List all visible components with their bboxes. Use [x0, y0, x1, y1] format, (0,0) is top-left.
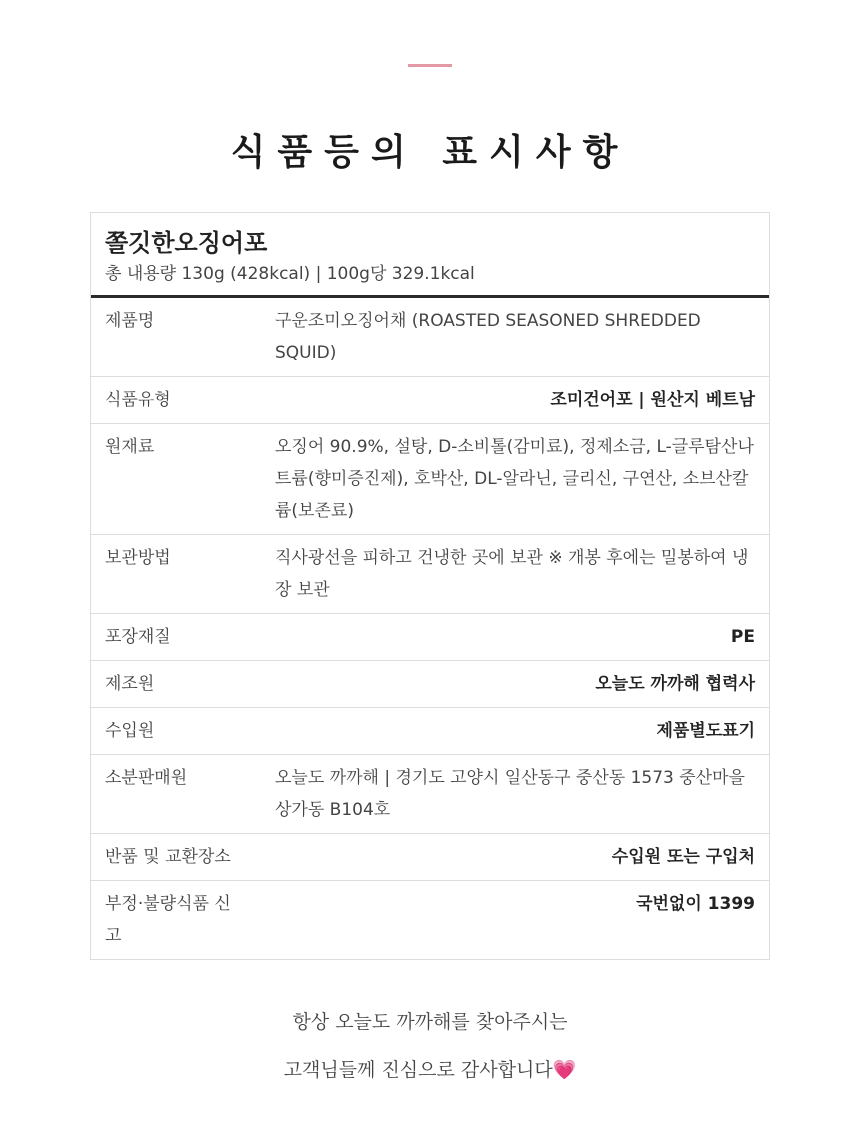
- row-value: 국번없이 1399: [636, 894, 755, 914]
- thank-you-line-1: 항상 오늘도 까까해를 찾아주시는: [292, 1011, 568, 1033]
- row-value: 조미건어포 | 원산지 베트남: [550, 390, 755, 410]
- table-row: [91, 424, 769, 535]
- table-row: [91, 377, 769, 424]
- product-header: [91, 213, 769, 298]
- row-key: 수입원: [105, 721, 155, 741]
- row-key: 부정·불량식품 신고: [105, 894, 231, 946]
- heart-icon: 💗: [552, 1059, 577, 1081]
- row-key: 원재료: [105, 437, 155, 457]
- row-value: PE: [730, 627, 755, 647]
- table-row: [91, 298, 769, 377]
- product-subtitle: 총 내용량 130g (428kcal) | 100g당 329.1kcal: [105, 264, 475, 284]
- row-value: 오늘도 까까해 | 경기도 고양시 일산동구 중산동 1573 중산마을 상가동 B104호: [275, 768, 745, 820]
- row-key: 보관방법: [105, 548, 171, 568]
- table-row: [91, 661, 769, 708]
- table-row: [91, 614, 769, 661]
- table-row: [91, 708, 769, 755]
- thank-you-message: [0, 998, 860, 1094]
- table-row: [91, 535, 769, 614]
- page-title: 식품등의 표시사항: [230, 132, 630, 173]
- thank-you-line-2: [0, 1046, 860, 1094]
- row-value: 오늘도 까까해 협력사: [595, 674, 755, 694]
- row-key: 포장재질: [105, 627, 171, 647]
- row-key: 식품유형: [105, 390, 171, 410]
- row-value: 직사광선을 피하고 건냉한 곳에 보관 ※ 개봉 후에는 밀봉하여 냉장 보관: [275, 548, 749, 600]
- product-name: 쫄깃한오징어포: [105, 229, 268, 257]
- row-value: 구운조미오징어채 (ROASTED SEASONED SHREDDED SQUID): [275, 311, 701, 363]
- row-value: 오징어 90.9%, 설탕, D-소비톨(감미료), 정제소금, L-글루탐산나트륨(향미증진제), 호박산, DL-알라닌, 글리신, 구연산, 소브산칼륨(보존료): [275, 437, 754, 521]
- row-value: 제품별도표기: [656, 721, 755, 741]
- info-table: [91, 298, 769, 959]
- table-row: [91, 881, 769, 960]
- nutrition-label-card: [90, 212, 770, 960]
- row-key: 제조원: [105, 674, 155, 694]
- accent-bar: [408, 64, 452, 67]
- row-key: 소분판매원: [105, 768, 188, 788]
- row-key: 제품명: [105, 311, 155, 331]
- thank-you-line-2-text: 고객님들께 진심으로 감사합니다: [283, 1059, 553, 1081]
- table-row: [91, 834, 769, 881]
- row-value: 수입원 또는 구입처: [611, 847, 755, 867]
- table-row: [91, 755, 769, 834]
- row-key: 반품 및 교환장소: [105, 847, 231, 867]
